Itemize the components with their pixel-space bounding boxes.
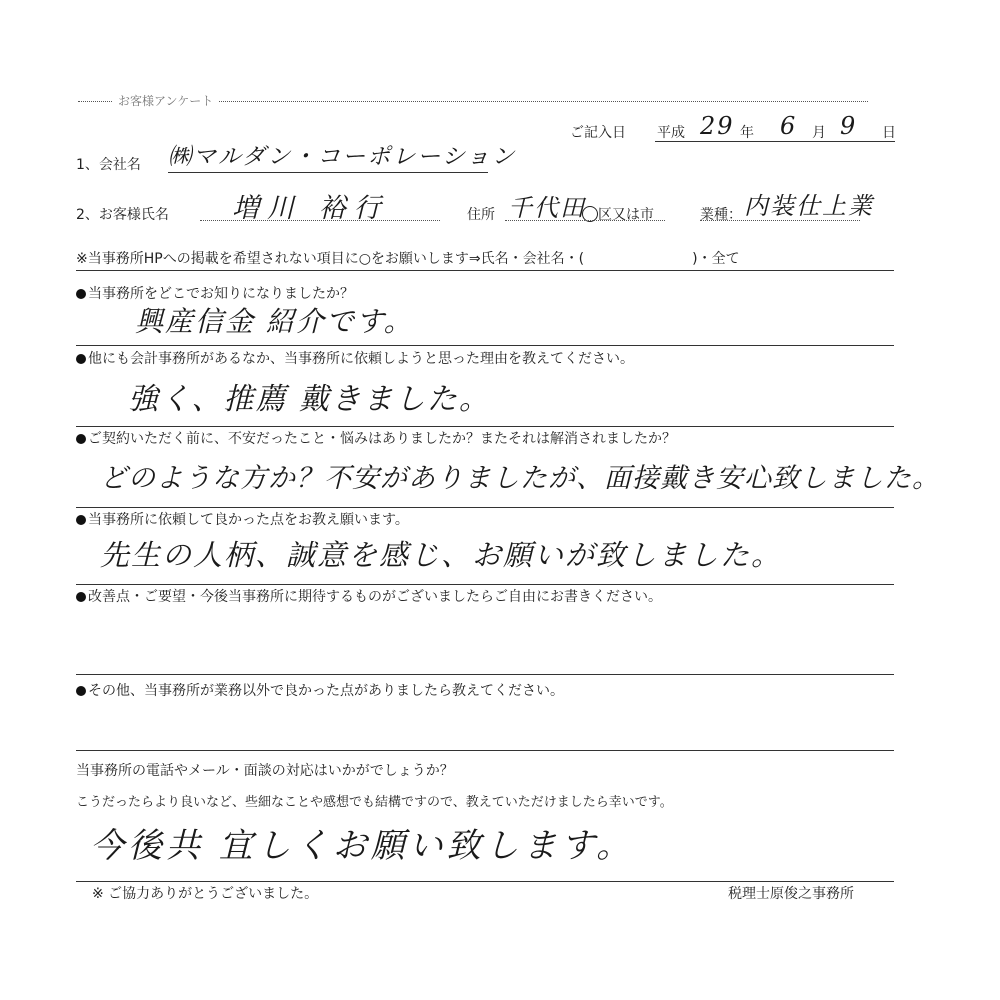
question-4: 当事務所に依頼して良かった点をお教え願います。	[76, 509, 409, 529]
question-1: 当事務所をどこでお知りになりましたか？	[76, 283, 354, 303]
phone-answer: 今後共 宜しくお願い致します。	[90, 826, 635, 866]
date-era: 平成	[657, 125, 685, 141]
industry-value: 内装仕上業	[744, 192, 874, 220]
answer-3: どのような方か？不安がありましたが、面接戴き安心致しました。	[100, 463, 940, 494]
question-6-line	[76, 750, 894, 751]
company-value: ㈱マルダン・コーポレーション	[168, 144, 517, 170]
address-underline	[505, 220, 665, 221]
question-5-line	[76, 674, 894, 675]
date-month: 6	[780, 112, 798, 140]
customer-label: 2、お客様氏名	[76, 207, 169, 223]
answer-4: 先生の人柄、誠意を感じ、お願いが致しました。	[100, 538, 783, 572]
question-1-line	[76, 345, 894, 346]
question-2-line	[76, 426, 894, 427]
date-underline	[655, 141, 895, 142]
date-year-unit: 年	[740, 125, 754, 141]
question-3-line	[76, 507, 894, 508]
question-2: 他にも会計事務所があるなか、当事務所に依頼しようと思った理由を教えてください。	[76, 348, 634, 368]
phone-question-line2: こうだったらより良いなど、些細なことや感想でも結構ですので、教えていただけましたら幸いです。	[76, 795, 673, 810]
company-label: 1、会社名	[76, 157, 141, 173]
notice-text: ※当事務所HPへの掲載を希望されない項目に○をお願いします⇒氏名・会社名・( )・全て	[76, 251, 740, 267]
industry-underline	[700, 220, 860, 221]
answer-1: 興産信金 紹介です。	[135, 305, 414, 338]
date-year: 29	[700, 112, 735, 140]
date-month-unit: 月	[812, 125, 826, 141]
answer-2: 強く、推薦 戴きました。	[128, 382, 491, 417]
phone-question-line1: 当事務所の電話やメール・面談の対応はいかがでしょうか？	[76, 763, 454, 779]
question-6: その他、当事務所が業務以外で良かった点がありましたら教えてください。	[76, 680, 564, 700]
question-5: 改善点・ご要望・今後当事務所に期待するものがございましたらご自由にお書きください。	[76, 586, 662, 606]
date-day-unit: 日	[882, 125, 896, 141]
date-label: ご記入日	[570, 125, 626, 141]
address-ward: 区又は市	[582, 204, 654, 224]
industry-label: 業種：	[700, 207, 742, 223]
date-day: 9	[840, 112, 858, 140]
footer-office: 税理士原俊之事務所	[728, 886, 854, 902]
customer-underline	[200, 220, 440, 221]
address-label: 住所	[467, 207, 495, 223]
form-title: お客様アンケート	[112, 92, 219, 109]
phone-line	[76, 881, 894, 882]
customer-value: 増川 裕行	[232, 193, 389, 224]
footer-thanks: ※ ご協力ありがとうございました。	[92, 886, 319, 902]
question-4-line	[76, 584, 894, 585]
notice-line	[76, 270, 894, 271]
question-3: ご契約いただく前に、不安だったこと・悩みはありましたか？またそれは解消されましたか？	[76, 428, 676, 448]
company-underline	[168, 172, 488, 173]
address-value: 千代田	[508, 194, 586, 222]
